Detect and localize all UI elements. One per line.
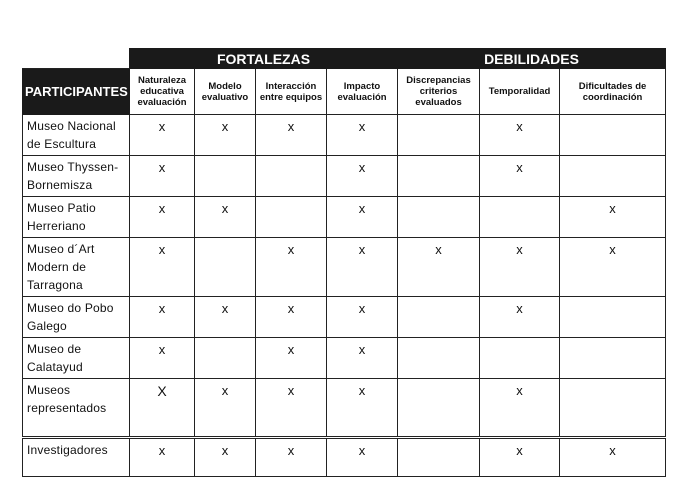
mark-cell: x bbox=[327, 438, 398, 477]
mark-cell: x bbox=[256, 338, 327, 379]
mark-cell: x bbox=[256, 379, 327, 438]
mark-cell: x bbox=[327, 156, 398, 197]
mark-cell bbox=[560, 338, 666, 379]
mark-cell: x bbox=[327, 197, 398, 238]
mark-cell bbox=[560, 297, 666, 338]
group-fortalezas: FORTALEZAS bbox=[130, 49, 398, 69]
mark-cell: x bbox=[327, 379, 398, 438]
mark-cell: x bbox=[480, 379, 560, 438]
group-header-blank bbox=[23, 49, 130, 69]
mark-cell: x bbox=[327, 238, 398, 297]
participant-name: Museo de Calatayud bbox=[23, 338, 130, 379]
mark-cell: x bbox=[256, 115, 327, 156]
mark-cell: x bbox=[327, 297, 398, 338]
group-header-row bbox=[23, 49, 666, 69]
participant-name: Investigadores bbox=[23, 438, 130, 477]
table-row bbox=[23, 115, 666, 156]
mark-cell bbox=[256, 156, 327, 197]
table-row bbox=[23, 297, 666, 338]
mark-cell: x bbox=[480, 297, 560, 338]
column-modelo: Modelo evaluativo bbox=[195, 69, 256, 115]
mark-cell: x bbox=[130, 297, 195, 338]
column-header-row bbox=[23, 69, 666, 115]
mark-cell: x bbox=[256, 238, 327, 297]
participant-name: Museo do Pobo Galego bbox=[23, 297, 130, 338]
mark-cell bbox=[398, 438, 480, 477]
mark-cell: x bbox=[560, 438, 666, 477]
participant-name: Museo Patio Herreriano bbox=[23, 197, 130, 238]
mark-cell: x bbox=[130, 115, 195, 156]
mark-cell bbox=[398, 156, 480, 197]
mark-cell bbox=[560, 156, 666, 197]
participant-name: Museo Nacional de Escultura bbox=[23, 115, 130, 156]
mark-cell: x bbox=[256, 297, 327, 338]
column-discrepancias: Discrepancias criterios evaluados bbox=[398, 69, 480, 115]
mark-cell bbox=[560, 379, 666, 438]
mark-cell: x bbox=[195, 438, 256, 477]
mark-cell: x bbox=[130, 338, 195, 379]
group-debilidades: DEBILIDADES bbox=[398, 49, 666, 69]
table-row bbox=[23, 156, 666, 197]
mark-cell: x bbox=[130, 238, 195, 297]
mark-cell bbox=[398, 338, 480, 379]
table-row bbox=[23, 238, 666, 297]
table-row bbox=[23, 338, 666, 379]
participant-name: Museo Thyssen-Bornemisza bbox=[23, 156, 130, 197]
column-interaccion: Interacción entre equipos bbox=[256, 69, 327, 115]
mark-cell: x bbox=[480, 156, 560, 197]
mark-cell: x bbox=[560, 238, 666, 297]
mark-cell: x bbox=[130, 156, 195, 197]
participant-name: Museo d´Art Modern de Tarragona bbox=[23, 238, 130, 297]
table-row bbox=[23, 197, 666, 238]
mark-cell bbox=[195, 338, 256, 379]
column-dificultades: Dificultades de coordinación bbox=[560, 69, 666, 115]
mark-cell: x bbox=[195, 197, 256, 238]
mark-cell bbox=[398, 297, 480, 338]
mark-cell: x bbox=[256, 438, 327, 477]
mark-cell: x bbox=[195, 297, 256, 338]
evaluation-matrix-table bbox=[22, 48, 666, 477]
table-row bbox=[23, 379, 666, 438]
mark-cell: X bbox=[130, 379, 195, 438]
table-row bbox=[23, 438, 666, 477]
mark-cell bbox=[195, 238, 256, 297]
mark-cell: x bbox=[480, 438, 560, 477]
mark-cell: x bbox=[130, 438, 195, 477]
mark-cell: x bbox=[130, 197, 195, 238]
mark-cell bbox=[560, 115, 666, 156]
column-participants: PARTICIPANTES bbox=[23, 69, 130, 115]
mark-cell: x bbox=[560, 197, 666, 238]
mark-cell: x bbox=[327, 115, 398, 156]
column-temporalidad: Temporalidad bbox=[480, 69, 560, 115]
mark-cell bbox=[480, 197, 560, 238]
mark-cell bbox=[398, 379, 480, 438]
mark-cell bbox=[256, 197, 327, 238]
mark-cell bbox=[398, 115, 480, 156]
mark-cell: x bbox=[480, 238, 560, 297]
mark-cell: x bbox=[195, 379, 256, 438]
mark-cell bbox=[480, 338, 560, 379]
mark-cell: x bbox=[195, 115, 256, 156]
mark-cell: x bbox=[327, 338, 398, 379]
mark-cell bbox=[195, 156, 256, 197]
participant-name: Museos representados bbox=[23, 379, 130, 438]
mark-cell: x bbox=[398, 238, 480, 297]
mark-cell: x bbox=[480, 115, 560, 156]
column-impacto: Impacto evaluación bbox=[327, 69, 398, 115]
column-naturaleza: Naturaleza educativa evaluación bbox=[130, 69, 195, 115]
mark-cell bbox=[398, 197, 480, 238]
